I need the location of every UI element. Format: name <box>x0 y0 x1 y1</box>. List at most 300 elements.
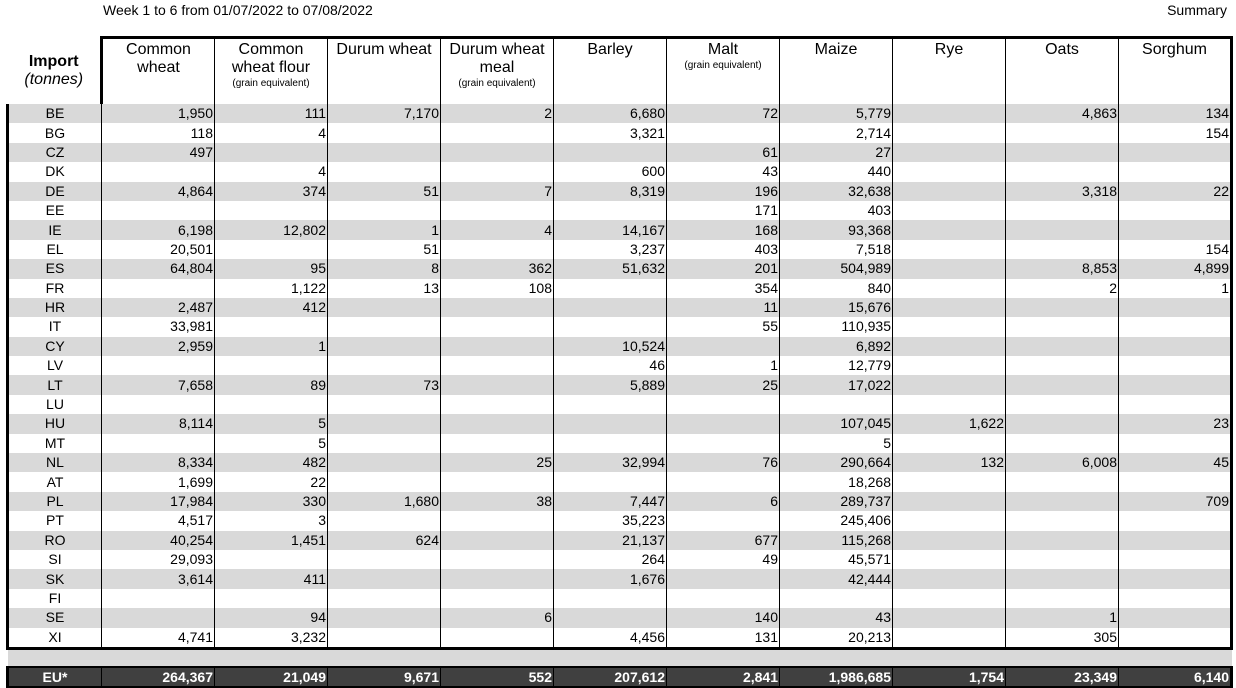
table-cell: 374 <box>215 182 328 201</box>
column-header <box>1006 38 1119 105</box>
country-code: IT <box>8 317 102 336</box>
table-cell <box>102 279 215 298</box>
table-corner <box>8 38 102 105</box>
table-cell: 32,638 <box>780 182 893 201</box>
table-cell: 5,889 <box>554 375 667 394</box>
table-cell: 61 <box>667 143 780 162</box>
total-cell: 2,841 <box>667 667 780 687</box>
country-code: FI <box>8 589 102 608</box>
total-cell: 1,986,685 <box>780 667 893 687</box>
table-cell <box>1006 511 1119 530</box>
table-cell: 13 <box>328 279 441 298</box>
column-header <box>328 38 441 105</box>
table-cell: 3,614 <box>102 569 215 588</box>
table-cell <box>780 395 893 414</box>
table-row <box>8 511 1232 530</box>
table-cell: 5 <box>215 414 328 433</box>
table-cell: 17,984 <box>102 492 215 511</box>
table-row <box>8 201 1232 220</box>
table-cell <box>893 356 1006 375</box>
table-cell <box>1006 492 1119 511</box>
table-cell <box>328 123 441 142</box>
table-cell <box>215 550 328 569</box>
table-cell: 107,045 <box>780 414 893 433</box>
table-cell <box>1119 472 1232 491</box>
country-code: MT <box>8 434 102 453</box>
table-cell: 4,864 <box>102 182 215 201</box>
table-cell: 45 <box>1119 453 1232 472</box>
table-row <box>8 414 1232 433</box>
table-row <box>8 569 1232 588</box>
table-row <box>8 453 1232 472</box>
table-row <box>8 531 1232 550</box>
table-row <box>8 337 1232 356</box>
country-code: LV <box>8 356 102 375</box>
table-row <box>8 628 1232 649</box>
table-cell <box>554 414 667 433</box>
column-label: Rye <box>934 41 964 58</box>
total-cell: 21,049 <box>215 667 328 687</box>
table-cell <box>893 337 1006 356</box>
table-cell: 5,779 <box>780 104 893 123</box>
table-body <box>8 104 1232 648</box>
table-cell: 1,950 <box>102 104 215 123</box>
header-row <box>8 38 1232 105</box>
table-cell: 1,680 <box>328 492 441 511</box>
table-cell: 18,268 <box>780 472 893 491</box>
table-cell: 6,008 <box>1006 453 1119 472</box>
table-row <box>8 104 1232 123</box>
table-cell <box>1006 298 1119 317</box>
table-cell <box>1006 143 1119 162</box>
table-cell <box>441 123 554 142</box>
table-cell <box>554 395 667 414</box>
table-cell: 95 <box>215 259 328 278</box>
column-label: Durum wheat meal <box>449 41 545 76</box>
table-cell: 497 <box>102 143 215 162</box>
table-cell <box>441 589 554 608</box>
table-cell <box>215 395 328 414</box>
table-cell: 196 <box>667 182 780 201</box>
country-code: AT <box>8 472 102 491</box>
table-cell: 8 <box>328 259 441 278</box>
table-cell <box>893 298 1006 317</box>
total-label: EU* <box>8 667 102 687</box>
table-cell: 49 <box>667 550 780 569</box>
table-cell <box>328 569 441 588</box>
table-cell: 15,676 <box>780 298 893 317</box>
table-cell <box>102 589 215 608</box>
table-cell: 677 <box>667 531 780 550</box>
table-cell <box>893 182 1006 201</box>
table-cell <box>215 201 328 220</box>
table-cell: 362 <box>441 259 554 278</box>
table-cell <box>1006 531 1119 550</box>
table-row <box>8 317 1232 336</box>
table-cell: 1 <box>1006 608 1119 627</box>
table-cell <box>328 550 441 569</box>
table-cell <box>554 589 667 608</box>
country-code: ES <box>8 259 102 278</box>
table-row <box>8 395 1232 414</box>
table-cell <box>554 279 667 298</box>
table-row <box>8 279 1232 298</box>
total-cell: 23,349 <box>1006 667 1119 687</box>
column-header <box>667 38 780 105</box>
table-cell: 51 <box>328 182 441 201</box>
country-code: SK <box>8 569 102 588</box>
spacer-row <box>8 648 1232 667</box>
table-cell: 290,664 <box>780 453 893 472</box>
table-cell: 305 <box>1006 628 1119 649</box>
table-cell <box>893 220 1006 239</box>
table-cell <box>554 201 667 220</box>
table-cell: 7,518 <box>780 240 893 259</box>
table-cell: 289,737 <box>780 492 893 511</box>
table-cell <box>893 104 1006 123</box>
table-cell: 131 <box>667 628 780 649</box>
table-cell <box>328 511 441 530</box>
table-cell <box>328 414 441 433</box>
table-cell: 17,022 <box>780 375 893 394</box>
table-row <box>8 259 1232 278</box>
table-cell: 6 <box>667 492 780 511</box>
country-code: DK <box>8 162 102 181</box>
table-cell <box>215 356 328 375</box>
table-cell <box>441 569 554 588</box>
total-cell: 1,754 <box>893 667 1006 687</box>
table-cell <box>215 317 328 336</box>
table-cell <box>893 608 1006 627</box>
table-cell: 93,368 <box>780 220 893 239</box>
column-header <box>780 38 893 105</box>
table-cell: 25 <box>441 453 554 472</box>
table-cell <box>1119 531 1232 550</box>
table-cell: 140 <box>667 608 780 627</box>
table-cell: 6 <box>441 608 554 627</box>
column-header <box>441 38 554 105</box>
table-row <box>8 356 1232 375</box>
table-cell <box>441 395 554 414</box>
table-cell: 134 <box>1119 104 1232 123</box>
table-cell <box>441 375 554 394</box>
table-row <box>8 240 1232 259</box>
table-cell <box>893 531 1006 550</box>
table-row <box>8 143 1232 162</box>
table-cell <box>102 162 215 181</box>
table-cell: 7,658 <box>102 375 215 394</box>
corner-title: Import <box>28 52 79 70</box>
table-cell <box>328 434 441 453</box>
country-code: LU <box>8 395 102 414</box>
country-code: CY <box>8 337 102 356</box>
table-cell: 1 <box>328 220 441 239</box>
table-cell: 118 <box>102 123 215 142</box>
table-cell <box>1119 298 1232 317</box>
table-cell: 38 <box>441 492 554 511</box>
spacer-cell <box>8 648 1232 667</box>
table-cell: 4,741 <box>102 628 215 649</box>
table-cell <box>441 434 554 453</box>
table-cell <box>328 201 441 220</box>
table-cell: 89 <box>215 375 328 394</box>
table-cell: 21,137 <box>554 531 667 550</box>
table-row <box>8 375 1232 394</box>
country-code: EL <box>8 240 102 259</box>
column-label: Sorghum <box>1142 41 1207 58</box>
table-cell <box>215 143 328 162</box>
table-cell <box>893 279 1006 298</box>
table-cell <box>893 589 1006 608</box>
table-row <box>8 608 1232 627</box>
table-cell: 55 <box>667 317 780 336</box>
table-cell <box>893 472 1006 491</box>
table-cell: 3,321 <box>554 123 667 142</box>
column-header <box>102 38 215 105</box>
table-cell <box>893 395 1006 414</box>
table-cell <box>554 434 667 453</box>
country-code: HR <box>8 298 102 317</box>
country-code: BE <box>8 104 102 123</box>
column-label: Durum wheat <box>336 41 432 58</box>
table-cell <box>1119 395 1232 414</box>
table-cell: 51 <box>328 240 441 259</box>
table-cell: 27 <box>780 143 893 162</box>
table-cell: 5 <box>780 434 893 453</box>
table-cell: 111 <box>215 104 328 123</box>
table-cell: 7,447 <box>554 492 667 511</box>
table-cell <box>441 337 554 356</box>
country-code: CZ <box>8 143 102 162</box>
table-cell: 168 <box>667 220 780 239</box>
table-cell: 171 <box>667 201 780 220</box>
table-cell: 504,989 <box>780 259 893 278</box>
table-cell: 11 <box>667 298 780 317</box>
country-code: SI <box>8 550 102 569</box>
country-code: RO <box>8 531 102 550</box>
table-cell <box>1119 162 1232 181</box>
table-cell: 8,334 <box>102 453 215 472</box>
table-cell <box>215 240 328 259</box>
table-cell <box>1119 337 1232 356</box>
table-cell: 1 <box>667 356 780 375</box>
table-cell <box>893 569 1006 588</box>
table-cell: 201 <box>667 259 780 278</box>
table-cell: 709 <box>1119 492 1232 511</box>
table-cell <box>1006 589 1119 608</box>
country-code: PL <box>8 492 102 511</box>
table-cell: 1,122 <box>215 279 328 298</box>
table-cell <box>328 472 441 491</box>
table-cell <box>441 240 554 259</box>
table-cell <box>441 356 554 375</box>
table-cell <box>893 143 1006 162</box>
table-row <box>8 550 1232 569</box>
table-cell <box>554 608 667 627</box>
table-cell <box>1006 569 1119 588</box>
table-cell: 23 <box>1119 414 1232 433</box>
column-label: Barley <box>587 41 633 58</box>
table-cell: 6,892 <box>780 337 893 356</box>
table-cell <box>441 472 554 491</box>
table-cell <box>1006 375 1119 394</box>
table-cell <box>1006 472 1119 491</box>
total-cell: 9,671 <box>328 667 441 687</box>
table-cell: 2 <box>1006 279 1119 298</box>
table-cell: 40,254 <box>102 531 215 550</box>
table-cell <box>1119 143 1232 162</box>
table-cell: 4,863 <box>1006 104 1119 123</box>
table-cell: 4 <box>441 220 554 239</box>
table-cell <box>893 375 1006 394</box>
table-cell: 624 <box>328 531 441 550</box>
table-cell: 115,268 <box>780 531 893 550</box>
table-row <box>8 492 1232 511</box>
corner-unit: (tonnes) <box>24 70 84 88</box>
table-cell: 1,699 <box>102 472 215 491</box>
country-code: NL <box>8 453 102 472</box>
table-cell: 840 <box>780 279 893 298</box>
table-cell: 1,676 <box>554 569 667 588</box>
table-cell <box>893 201 1006 220</box>
table-row <box>8 123 1232 142</box>
table-cell <box>441 628 554 649</box>
table-cell <box>328 143 441 162</box>
table-cell: 6,198 <box>102 220 215 239</box>
table-cell: 8,114 <box>102 414 215 433</box>
table-cell <box>102 395 215 414</box>
table-cell: 22 <box>1119 182 1232 201</box>
table-cell <box>215 589 328 608</box>
table-cell: 154 <box>1119 240 1232 259</box>
table-cell <box>667 395 780 414</box>
country-code: DE <box>8 182 102 201</box>
table-cell: 76 <box>667 453 780 472</box>
table-cell <box>441 143 554 162</box>
table-cell: 1,622 <box>893 414 1006 433</box>
table-cell: 4,899 <box>1119 259 1232 278</box>
table-cell: 1 <box>215 337 328 356</box>
column-label: Oats <box>1045 41 1079 58</box>
table-cell <box>893 317 1006 336</box>
period-label: Week 1 to 6 from 01/07/2022 to 07/08/2022 <box>103 2 373 18</box>
table-cell: 7 <box>441 182 554 201</box>
table-cell <box>554 317 667 336</box>
table-cell: 8,319 <box>554 182 667 201</box>
table-cell <box>893 628 1006 649</box>
table-cell: 4 <box>215 162 328 181</box>
table-cell: 51,632 <box>554 259 667 278</box>
table-cell: 403 <box>667 240 780 259</box>
table-cell <box>441 317 554 336</box>
table-cell <box>328 589 441 608</box>
table-cell: 8,853 <box>1006 259 1119 278</box>
table-cell <box>554 298 667 317</box>
table-cell <box>328 298 441 317</box>
summary-label: Summary <box>1167 2 1227 18</box>
table-cell <box>893 492 1006 511</box>
table-cell <box>1119 608 1232 627</box>
table-cell <box>1119 201 1232 220</box>
table-cell <box>1006 395 1119 414</box>
table-cell <box>667 123 780 142</box>
country-code: BG <box>8 123 102 142</box>
table-cell <box>667 337 780 356</box>
table-cell <box>667 569 780 588</box>
table-cell: 2,714 <box>780 123 893 142</box>
column-sublabel: (grain equivalent) <box>684 60 762 71</box>
table-cell <box>1006 201 1119 220</box>
table-cell: 43 <box>667 162 780 181</box>
table-cell: 22 <box>215 472 328 491</box>
total-cell: 207,612 <box>554 667 667 687</box>
table-cell: 412 <box>215 298 328 317</box>
table-cell <box>1119 589 1232 608</box>
table-cell <box>554 143 667 162</box>
table-cell: 42,444 <box>780 569 893 588</box>
country-code: SE <box>8 608 102 627</box>
table-cell: 2,487 <box>102 298 215 317</box>
column-header <box>893 38 1006 105</box>
total-cell: 264,367 <box>102 667 215 687</box>
column-label: Common wheat flour <box>231 41 311 76</box>
table-cell: 43 <box>780 608 893 627</box>
table-cell <box>893 550 1006 569</box>
table-row <box>8 589 1232 608</box>
table-cell: 154 <box>1119 123 1232 142</box>
table-cell: 2 <box>441 104 554 123</box>
table-row <box>8 220 1232 239</box>
column-label: Malt <box>707 41 739 58</box>
column-label: Common wheat <box>126 41 191 76</box>
table-cell <box>328 453 441 472</box>
table-row <box>8 472 1232 491</box>
table-cell: 1,451 <box>215 531 328 550</box>
table-cell: 4 <box>215 123 328 142</box>
country-code: IE <box>8 220 102 239</box>
table-cell <box>1006 356 1119 375</box>
table-cell: 132 <box>893 453 1006 472</box>
country-code: LT <box>8 375 102 394</box>
table-cell: 482 <box>215 453 328 472</box>
table-cell <box>102 434 215 453</box>
table-cell <box>667 434 780 453</box>
table-cell <box>328 608 441 627</box>
table-cell: 245,406 <box>780 511 893 530</box>
table-cell: 45,571 <box>780 550 893 569</box>
table-cell <box>328 317 441 336</box>
table-cell: 411 <box>215 569 328 588</box>
table-cell: 35,223 <box>554 511 667 530</box>
table-cell: 7,170 <box>328 104 441 123</box>
country-code: XI <box>8 628 102 649</box>
table-cell: 94 <box>215 608 328 627</box>
import-table <box>6 36 1233 688</box>
table-cell <box>1006 123 1119 142</box>
table-cell: 1 <box>1119 279 1232 298</box>
table-cell: 3,232 <box>215 628 328 649</box>
column-sublabel: (grain equivalent) <box>458 78 536 89</box>
table-cell: 108 <box>441 279 554 298</box>
table-cell <box>102 201 215 220</box>
table-cell <box>1006 414 1119 433</box>
table-cell <box>441 162 554 181</box>
table-cell: 25 <box>667 375 780 394</box>
total-cell: 552 <box>441 667 554 687</box>
table-cell <box>1119 375 1232 394</box>
table-cell: 110,935 <box>780 317 893 336</box>
table-cell <box>554 472 667 491</box>
